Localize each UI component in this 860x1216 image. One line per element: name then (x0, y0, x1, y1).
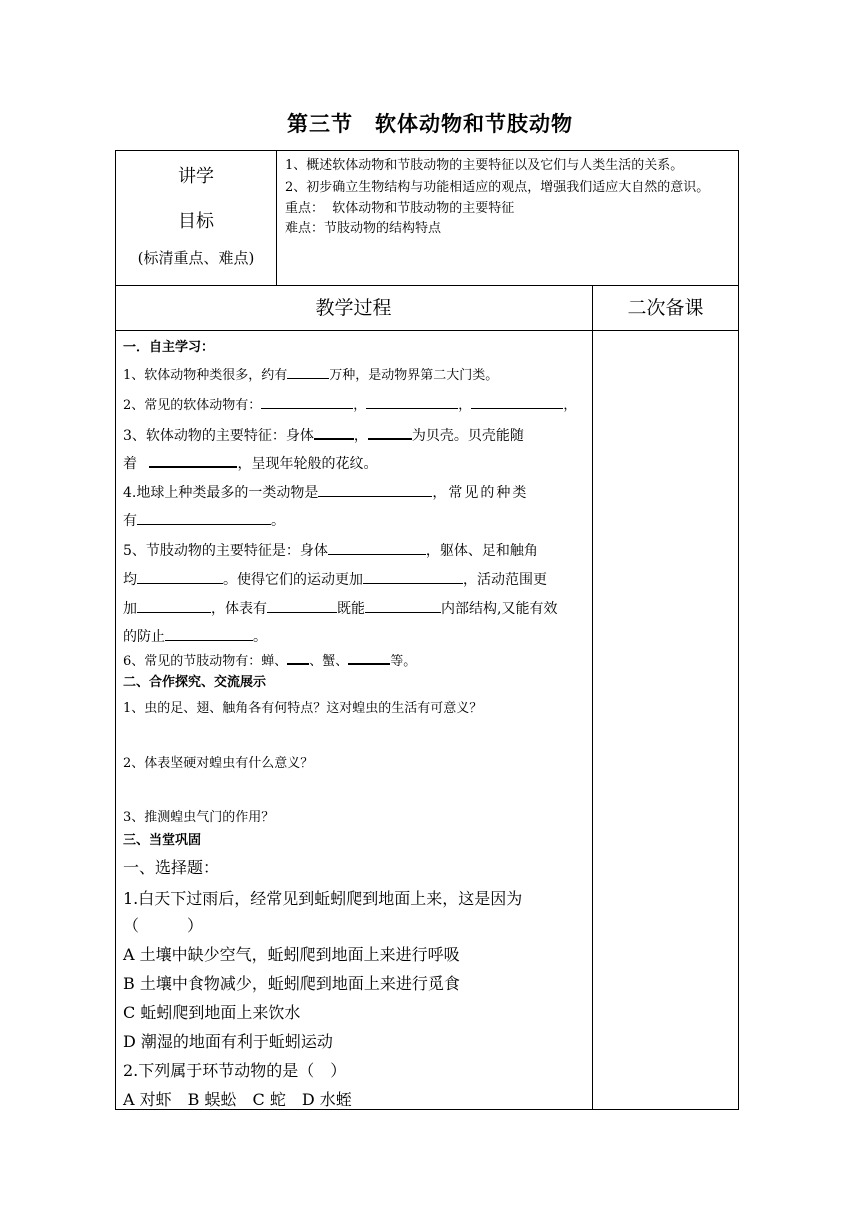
q-text: 。使得它们的运动更加 (223, 572, 363, 588)
answer-blank (366, 394, 458, 409)
page-title: 第三节 软体动物和节肢动物 (287, 112, 573, 136)
question-1-5-cont3 (123, 626, 588, 646)
q-text: 等。 (390, 654, 417, 669)
exercise-1-paren: （ ） (123, 916, 204, 935)
answer-blank (365, 598, 441, 613)
answer-blank (318, 482, 432, 497)
question-1-6 (123, 649, 588, 669)
answer-blank (348, 649, 390, 665)
answer-blank (328, 540, 426, 555)
answer-blank (137, 598, 211, 613)
q-text: 的防止 (123, 629, 165, 645)
objectives-label-line1: 讲学 (178, 166, 214, 187)
process-header: 教学过程 (315, 297, 392, 319)
q-text: 均 (123, 572, 137, 588)
section2-question-1: 1、虫的足、翅、触角各有何特点？这对蝗虫的生活有可意义？ (123, 701, 483, 716)
objectives-label-line3: (标清重点、难点) (137, 249, 255, 267)
divider-label-column (276, 150, 277, 285)
divider-header (115, 330, 739, 331)
exercise-1-option-b: B 土壤中食物减少，蚯蚓爬到地面上来进行觅食 (123, 974, 460, 993)
question-1-2 (123, 394, 588, 413)
q-text: 内部结构,又能有效 (441, 601, 558, 617)
question-1-4-cont (123, 510, 588, 530)
section3-subheading: 一、选择题： (123, 858, 220, 877)
q-text: 、蟹、 (309, 654, 349, 669)
question-1-5 (123, 540, 588, 560)
q-text: 有 (123, 513, 137, 529)
section2-question-2: 2、体表坚硬对蝗虫有什么意义？ (123, 756, 314, 771)
divider-prep-column (592, 285, 593, 1110)
section2-heading: 二、合作探究、交流展示 (123, 675, 267, 690)
exercise-1-option-d: D 潮湿的地面有利于蚯蚓运动 (123, 1032, 333, 1051)
q-text: ，躯体、足和触角 (425, 543, 538, 559)
question-1-4 (123, 482, 588, 502)
separator: ， (458, 398, 472, 413)
question-1-1 (123, 364, 588, 383)
objectives-label-line2: 目标 (178, 211, 214, 232)
answer-blank (165, 626, 253, 641)
q-text: ，常见的种类 (432, 485, 529, 501)
q-text: 4.地球上种类最多的一类动物是 (123, 485, 319, 501)
separator: ， (353, 398, 367, 413)
question-1-5-cont2 (123, 598, 588, 618)
q-text: 6、常见的节肢动物有：蝉、 (123, 654, 288, 669)
exercise-1-option-a: A 土壤中缺少空气，蚯蚓爬到地面上来进行呼吸 (123, 945, 460, 964)
question-1-5-cont1 (123, 569, 588, 589)
q-text: 。 (253, 629, 267, 645)
separator: ， (563, 398, 577, 413)
answer-blank (471, 394, 563, 409)
section1-heading: 一．自主学习： (123, 340, 215, 355)
section3-heading: 三、当堂巩固 (123, 833, 202, 848)
objective-item-1: 1、概述软体动物和节肢动物的主要特征以及它们与人类生活的关系。 (285, 158, 684, 173)
objectives-content (285, 155, 733, 239)
objective-item-2: 2、初步确立生物结构与功能相适应的观点，增强我们适应大自然的意识。 (285, 180, 710, 195)
answer-blank (261, 394, 353, 409)
exercise-1: 1.白天下过雨后，经常见到蚯蚓爬到地面上来，这是因为 (123, 889, 523, 908)
q-text: 为贝壳。贝壳能随 (411, 428, 524, 444)
q-text: 着 (123, 456, 142, 472)
answer-blank (287, 364, 329, 379)
answer-blank (137, 569, 223, 584)
q-text: 3、软体动物的主要特征：身体 (123, 428, 314, 444)
q-text: ， (353, 428, 368, 444)
answer-blank (267, 598, 337, 613)
section2-question-3: 3、推测蝗虫气门的作用？ (123, 810, 275, 825)
question-1-3-cont (123, 452, 588, 473)
exercise-1-option-c: C 蚯蚓爬到地面上来饮水 (123, 1003, 301, 1022)
q-text: 。 (271, 513, 285, 529)
answer-blank (137, 510, 271, 525)
key-point: 重点： 软体动物和节肢动物的主要特征 (285, 201, 515, 216)
exercise-2: 2.下列属于环节动物的是（ ） (123, 1061, 347, 1080)
q-text: 加 (123, 601, 137, 617)
q-text: ，呈现年轮般的花纹。 (237, 456, 378, 472)
answer-blank (314, 424, 354, 440)
q-text: 1、软体动物种类很多，约有 (123, 368, 288, 383)
answer-blank (287, 649, 309, 665)
question-1-3 (123, 424, 588, 445)
answer-blank (368, 424, 412, 440)
q-text: 既能 (337, 601, 365, 617)
q-text: 万种，是动物界第二大门类。 (329, 368, 499, 383)
prep-header: 二次备课 (627, 297, 704, 319)
q-text: ，活动范围更 (463, 572, 547, 588)
q-text: 2、常见的软体动物有： (123, 398, 262, 413)
q-text: ，体表有 (211, 601, 267, 617)
difficult-point: 难点：节肢动物的结构特点 (285, 221, 442, 236)
exercise-2-options: A 对虾 B 蜈蚣 C 蛇 D 水蛭 (123, 1090, 352, 1109)
q-text: 5、节肢动物的主要特征是：身体 (123, 543, 328, 559)
answer-blank (149, 452, 237, 468)
answer-blank (363, 569, 463, 584)
